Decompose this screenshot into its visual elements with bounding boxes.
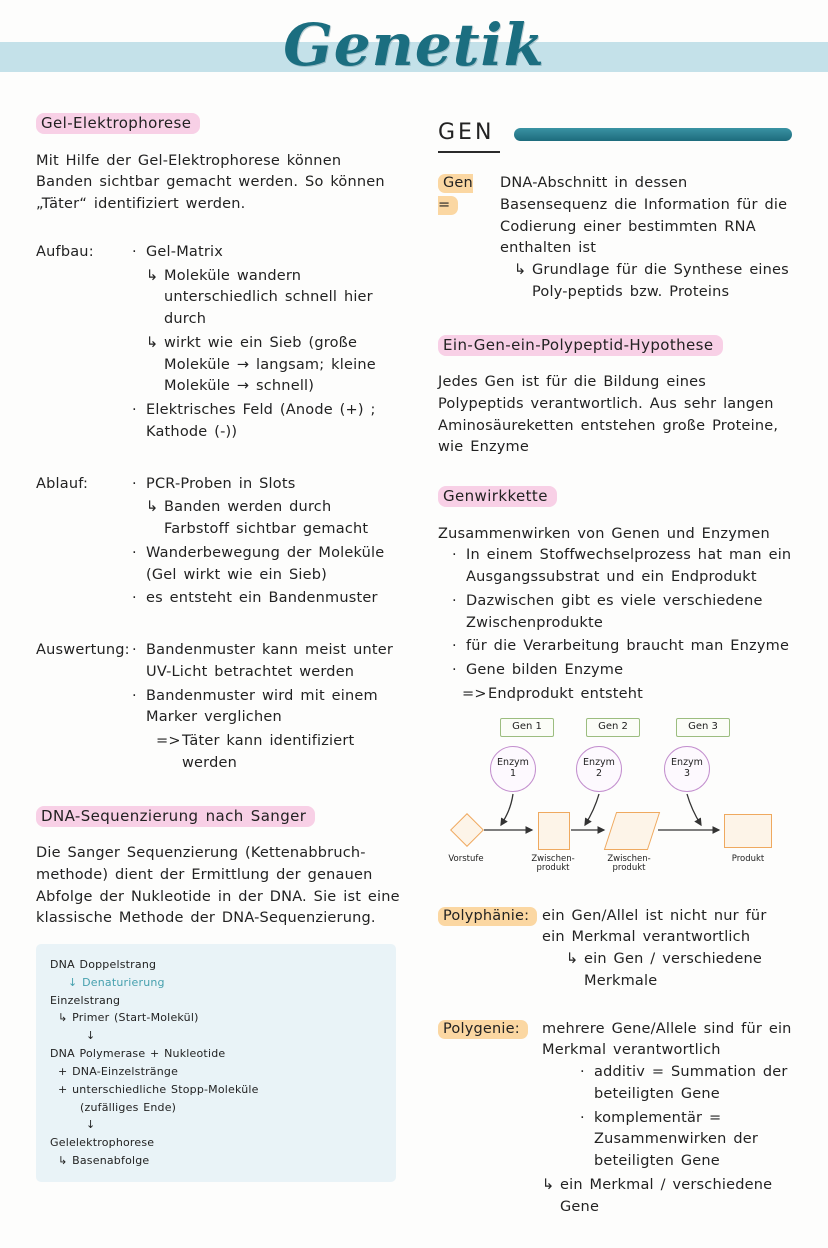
list-item (542, 1108, 792, 1173)
list-item (132, 242, 400, 264)
list-item-text: In einem Stoffwechselprozess hat man ein Ausgangssubstrat und ein Endprodukt (466, 547, 792, 585)
aufbau-label: Aufbau: (36, 243, 94, 260)
polygenie-sub-text: ein Merkmal / verschiedene Gene (560, 1176, 773, 1215)
list-item (542, 1062, 792, 1106)
auswertung-section (36, 640, 400, 777)
gen-definition (438, 173, 792, 306)
list-item (438, 545, 792, 589)
sanger-flow-box (36, 944, 396, 1182)
bullet-icon: · (132, 544, 137, 561)
hypothese-paragraph: Jedes Gen ist für die Bildung eines Polypeptids verantwortlich. Aus sehr langen Aminosäureketten entstehen große Proteine, wie Enzyme (438, 374, 779, 456)
list-item-text: Endprodukt entsteht (488, 685, 643, 702)
polyphaenie-label-text: Polyphänie: (438, 907, 537, 926)
down-arrow-icon: ↓ (86, 1118, 96, 1132)
gen1-box: Gen 1 (500, 718, 554, 737)
flow-line: (zufälliges Ende) (80, 1100, 177, 1114)
arrow-icon: ↳ (146, 334, 159, 351)
bullet-icon: · (132, 243, 137, 260)
polygenie-label-text: Polygenie: (438, 1020, 528, 1039)
gen-header (438, 116, 792, 153)
list-item-text: für die Verarbeitung braucht man Enzyme (466, 638, 790, 655)
list-item (132, 731, 400, 775)
list-item (132, 686, 400, 730)
arrow-icon: ↳ (566, 951, 579, 967)
list-item (132, 497, 400, 541)
flow-line: + unterschiedliche Stopp-Moleküle (58, 1082, 259, 1096)
gen-def-sub-text: Grundlage für die Synthese eines Poly-peptids bzw. Proteins (532, 262, 789, 300)
gen3-box: Gen 3 (676, 718, 730, 737)
sanger-intro-paragraph: Die Sanger Sequenzierung (Kettenabbruch-methode) dient der Ermittlung der genauen Abfolge der Nukleotide in der DNA. Sie ist eine klassische Methode der DNA-Sequenzierung. (36, 845, 400, 927)
list-item (132, 400, 400, 444)
arrow-icon: ↳ (514, 262, 527, 278)
gen-def-text: DNA-Abschnitt in dessen Basensequenz die Information für die Codierung einer bestimmten RNA enthalten ist (500, 175, 788, 257)
list-item-text: wirkt wie ein Sieb (große Moleküle → langsam; kleine Moleküle → schnell) (164, 334, 376, 395)
polygenie-section (438, 1019, 792, 1221)
list-item (438, 684, 792, 706)
polyphaenie-sub-text: ein Gen / verschiedene Merkmale (584, 951, 762, 989)
bullet-icon: · (132, 590, 137, 607)
list-item (438, 591, 792, 635)
list-item (132, 640, 400, 684)
gen-def-label-text: Gen = (438, 175, 473, 213)
sanger-heading (36, 805, 400, 828)
page-title: Genetik (283, 11, 545, 79)
hypothese-heading-text: Ein-Gen-ein-Polypeptid-Hypothese (438, 335, 723, 356)
bullet-icon: · (452, 638, 457, 655)
bullet-icon: · (452, 662, 457, 678)
vorstufe-label: Vorstufe (448, 853, 484, 864)
list-item-text: Bandenmuster kann meist unter UV-Licht betrachtet werden (146, 642, 394, 680)
bullet-icon: · (452, 547, 457, 564)
list-item (542, 1175, 792, 1219)
list-item-text: Dazwischen gibt es viele verschiedene Zwischenprodukte (466, 592, 763, 631)
bullet-icon: · (132, 687, 137, 704)
implies-icon: => (462, 685, 487, 702)
polyphaenie-label (438, 906, 542, 995)
aufbau-section (36, 242, 400, 446)
enzym2-circle: Enzym 2 (576, 746, 622, 792)
list-item-text: Täter kann identifiziert werden (182, 733, 355, 771)
genwirkkette-heading-text: Genwirkkette (438, 486, 557, 507)
arrow-icon: ↳ (542, 1176, 555, 1193)
genwirkkette-diagram (438, 718, 792, 880)
gen-heading: GEN (438, 116, 500, 153)
list-item-text: Banden werden durch Farbstoff sichtbar gemacht (164, 499, 369, 537)
flow-line: Gelelektrophorese (50, 1136, 155, 1150)
arrow-icon: ↳ (146, 267, 159, 284)
gel-elektrophorese-heading (36, 112, 400, 135)
list-item-text: Wanderbewegung der Moleküle (Gel wirkt wie ein Sieb) (146, 544, 385, 583)
hypothese-heading (438, 334, 792, 357)
bullet-icon: · (580, 1109, 585, 1126)
list-item-text: additiv = Summation der beteiligten Gene (594, 1064, 788, 1102)
gel-intro-paragraph: Mit Hilfe der Gel-Elektrophorese können Banden sichtbar gemacht werden. So können „Täter“ identifiziert werden. (36, 152, 385, 212)
flow-line: ↳ Primer (Start-Molekül) (58, 1011, 199, 1025)
list-item (438, 636, 792, 658)
bullet-icon: · (132, 402, 137, 418)
flow-line: Einzelstrang (50, 993, 121, 1007)
list-item-text: Moleküle wandern unterschiedlich schnell hier durch (164, 267, 373, 327)
list-item-text: komplementär = Zusammenwirken der beteiligten Gene (594, 1109, 759, 1169)
title-area (0, 0, 828, 102)
zwischenprodukt1-label: Zwischen- produkt (531, 853, 575, 874)
bullet-icon: · (580, 1064, 585, 1080)
list-item-text: PCR-Proben in Slots (146, 475, 296, 492)
list-item (542, 949, 792, 993)
list-item-text: Elektrisches Feld (Anode (+) ; Kathode (-)) (146, 402, 376, 440)
flow-line: DNA Polymerase + Nukleotide (50, 1047, 226, 1061)
gen-heading-bar (514, 128, 792, 141)
list-item (500, 260, 792, 304)
list-item-text: Gel-Matrix (146, 243, 224, 260)
list-item (132, 543, 400, 587)
polygenie-label (438, 1019, 542, 1221)
produkt-label: Produkt (731, 853, 765, 864)
bullet-icon: · (452, 592, 457, 609)
flow-line-denaturierung: ↓ Denaturierung (68, 975, 165, 989)
enzym3-circle: Enzym 3 (664, 746, 710, 792)
diagram-arrows (438, 718, 792, 880)
flow-line: DNA Doppelstrang (50, 958, 157, 971)
gen-def-label (438, 173, 500, 306)
gen2-box: Gen 2 (586, 718, 640, 737)
auswertung-label: Auswertung: (36, 642, 130, 658)
arrow-icon: ↳ (146, 499, 159, 516)
genwirkkette-heading (438, 485, 792, 508)
list-item (132, 333, 400, 398)
polyphaenie-section (438, 906, 792, 995)
down-arrow-icon: ↓ (86, 1029, 96, 1043)
bullet-icon: · (132, 642, 137, 658)
flow-line: ↳ Basenabfolge (58, 1153, 150, 1167)
right-column (438, 112, 792, 1248)
flow-line: + DNA-Einzelstränge (58, 1064, 179, 1078)
list-item-text: Bandenmuster wird mit einem Marker verglichen (146, 687, 378, 726)
polyphaenie-text: ein Gen/Allel ist nicht nur für ein Merkmal verantwortlich (542, 907, 767, 946)
list-item-text: es entsteht ein Bandenmuster (146, 590, 378, 607)
ablauf-section (36, 474, 400, 613)
zwischenprodukt2-label: Zwischen- produkt (607, 853, 651, 874)
genwirkkette-intro: Zusammenwirken von Genen und Enzymen (438, 525, 770, 542)
ablauf-label: Ablauf: (36, 475, 89, 492)
polygenie-text: mehrere Gene/Allele sind für ein Merkmal verantwortlich (542, 1020, 792, 1059)
list-item (438, 660, 792, 682)
list-item (132, 588, 400, 610)
sanger-heading-text: DNA-Sequenzierung nach Sanger (36, 806, 315, 827)
list-item-text: Gene bilden Enzyme (466, 662, 624, 678)
bullet-icon: · (132, 475, 137, 492)
implies-icon: => (156, 733, 181, 749)
list-item (132, 474, 400, 496)
left-column (36, 112, 400, 1248)
enzym1-circle: Enzym 1 (490, 746, 536, 792)
list-item (132, 266, 400, 331)
gel-elektrophorese-heading-text: Gel-Elektrophorese (36, 113, 200, 134)
